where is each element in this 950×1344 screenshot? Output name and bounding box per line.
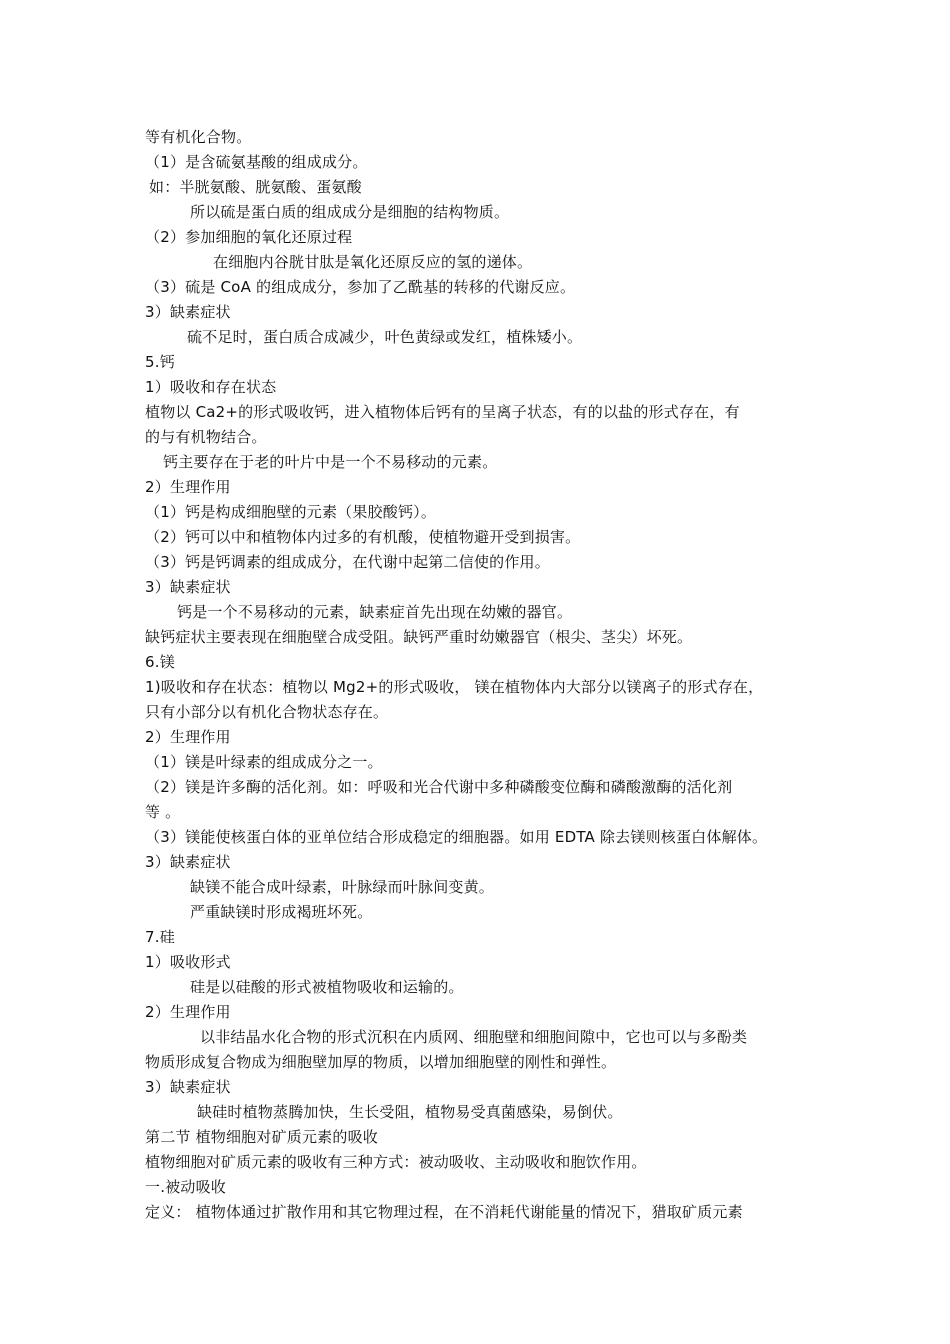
text-line: 等 。 bbox=[145, 803, 181, 821]
text-line: 植物细胞对矿质元素的吸收有三种方式：被动吸收、主动吸收和胞饮作用。 bbox=[145, 1153, 647, 1171]
text-line: 如：半胱氨酸、胱氨酸、蛋氨酸 bbox=[149, 178, 362, 196]
text-line: 缺硅时植物蒸腾加快，生长受阻，植物易受真菌感染，易倒伏。 bbox=[197, 1103, 623, 1121]
text-line: 2）生理作用 bbox=[145, 728, 231, 746]
text-line: 缺镁不能合成叶绿素，叶脉绿而叶脉间变黄。 bbox=[190, 878, 495, 896]
text-line: （3）硫是 CoA 的组成成分，参加了乙酰基的转移的代谢反应。 bbox=[145, 278, 576, 296]
text-line: （3）钙是钙调素的组成成分，在代谢中起第二信使的作用。 bbox=[145, 553, 550, 571]
section-heading: 第二节 植物细胞对矿质元素的吸收 bbox=[145, 1128, 378, 1146]
text-line: 的与有机物结合。 bbox=[145, 428, 267, 446]
text-line: 只有小部分以有机化合物状态存在。 bbox=[145, 703, 389, 721]
text-line: （3）镁能使核蛋白体的亚单位结合形成稳定的细胞器。如用 EDTA 除去镁则核蛋白体解体。 bbox=[145, 828, 768, 846]
text-line: 硅是以硅酸的形式被植物吸收和运输的。 bbox=[190, 978, 464, 996]
text-line: 2）生理作用 bbox=[145, 1003, 231, 1021]
text-line: （2）镁是许多酶的活化剂。如：呼吸和光合代谢中多种磷酸变位酶和磷酸激酶的活化剂 bbox=[145, 778, 733, 796]
text-line: 钙主要存在于老的叶片中是一个不易移动的元素。 bbox=[163, 453, 498, 471]
text-line: 硫不足时，蛋白质合成减少，叶色黄绿或发红，植株矮小。 bbox=[187, 328, 583, 346]
text-line: （1）是含硫氨基酸的组成成分。 bbox=[145, 153, 368, 171]
text-line: 3）缺素症状 bbox=[145, 1078, 231, 1096]
section-heading: 5.钙 bbox=[145, 353, 175, 371]
text-line: 定义： 植物体通过扩散作用和其它物理过程，在不消耗代谢能量的情况下，猎取矿质元素 bbox=[145, 1203, 743, 1221]
text-line: 以非结晶水化合物的形式沉积在内质网、细胞壁和细胞间隙中，它也可以与多酚类 bbox=[200, 1028, 748, 1046]
text-line: 等有机化合物。 bbox=[145, 128, 252, 146]
text-line: （2）参加细胞的氧化还原过程 bbox=[145, 228, 353, 246]
text-line: 物质形成复合物成为细胞壁加厚的物质，以增加细胞壁的刚性和弹性。 bbox=[145, 1053, 617, 1071]
text-line: 所以硫是蛋白质的组成成分是细胞的结构物质。 bbox=[190, 203, 510, 221]
text-line: 1）吸收和存在状态 bbox=[145, 378, 277, 396]
section-heading: 7.硅 bbox=[145, 928, 175, 946]
text-line: 3）缺素症状 bbox=[145, 578, 231, 596]
text-line: 1)吸收和存在状态：植物以 Mg2+的形式吸收， 镁在植物体内大部分以镁离子的形式存在， bbox=[145, 678, 764, 696]
text-line: 3）缺素症状 bbox=[145, 303, 231, 321]
text-line: 缺钙症状主要表现在细胞壁合成受阻。缺钙严重时幼嫩器官（根尖、茎尖）坏死。 bbox=[145, 628, 693, 646]
text-line: （1）镁是叶绿素的组成成分之一。 bbox=[145, 753, 383, 771]
text-line: 严重缺镁时形成褐班坏死。 bbox=[190, 903, 373, 921]
text-line: 3）缺素症状 bbox=[145, 853, 231, 871]
section-heading: 6.镁 bbox=[145, 653, 175, 671]
text-line: （2）钙可以中和植物体内过多的有机酸，使植物避开受到损害。 bbox=[145, 528, 581, 546]
text-line: 在细胞内谷胱甘肽是氧化还原反应的氢的递体。 bbox=[213, 253, 533, 271]
text-line: 1）吸收形式 bbox=[145, 953, 231, 971]
text-line: 植物以 Ca2+的形式吸收钙，进入植物体后钙有的呈离子状态，有的以盐的形式存在，有 bbox=[145, 403, 740, 421]
text-line: 一.被动吸收 bbox=[145, 1178, 226, 1196]
text-line: 钙是一个不易移动的元素，缺素症首先出现在幼嫩的器官。 bbox=[177, 603, 573, 621]
text-line: （1）钙是构成细胞壁的元素（果胶酸钙）。 bbox=[145, 503, 437, 521]
text-line: 2）生理作用 bbox=[145, 478, 231, 496]
